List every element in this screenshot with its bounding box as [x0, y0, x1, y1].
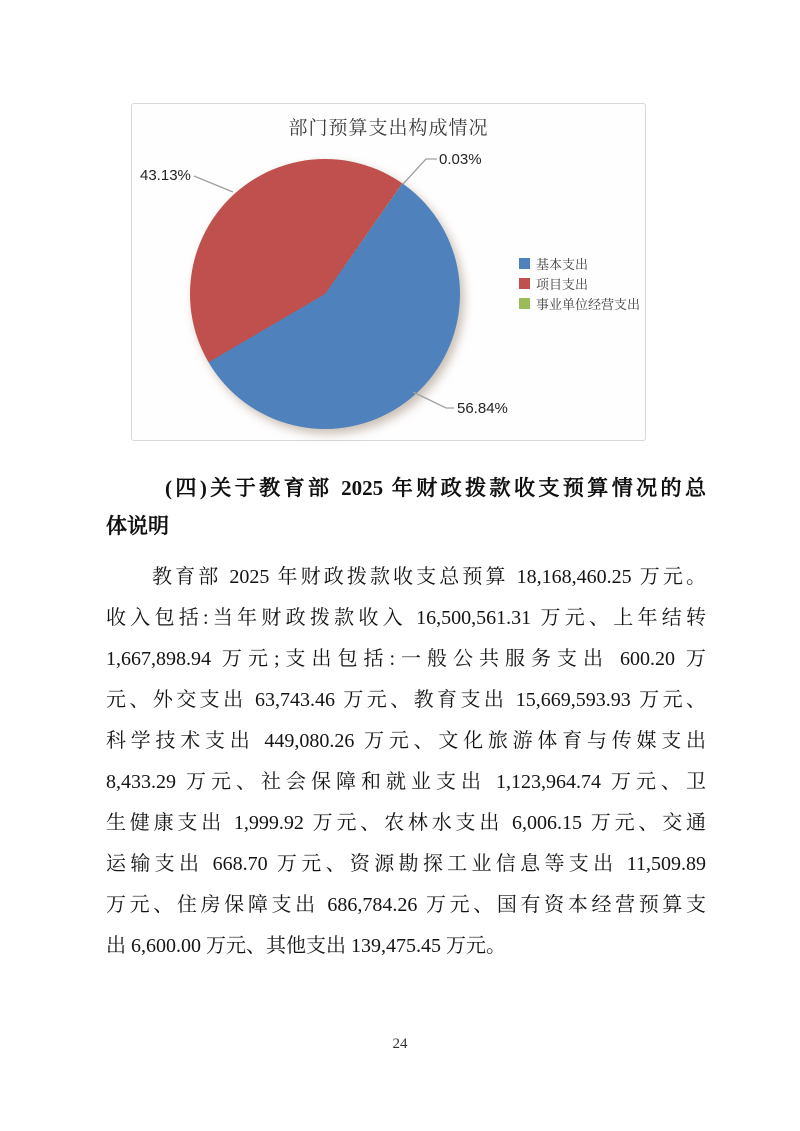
legend-label-basic: 基本支出 [536, 256, 589, 272]
pie-label-operating-pct: 0.03% [439, 151, 482, 168]
legend-item-operating [519, 293, 640, 313]
paragraph-line: 教育部 2025 年财政拨款收支总预算 18,168,460.25 万元。 [152, 566, 706, 588]
paragraph-line: 万元、住房保障支出 686,784.26 万元、国有资本经营预算支 [106, 894, 706, 916]
paragraph-line: 收入包括:当年财政拨款收入 16,500,561.31 万元、上年结转 [106, 607, 706, 629]
section-heading-line-2: 体说明 [106, 514, 169, 538]
legend-label-project: 项目支出 [536, 276, 589, 292]
pie-label-basic-pct: 56.84% [457, 400, 508, 417]
paragraph-line: 1,667,898.94 万元;支出包括:一般公共服务支出 600.20 万 [106, 648, 706, 670]
chart-title: 部门预算支出构成情况 [288, 118, 489, 139]
chart-legend [519, 253, 640, 313]
paragraph-line: 出 6,600.00 万元、其他支出 139,475.45 万元。 [106, 935, 506, 957]
section-heading-line-1: (四)关于教育部 2025 年财政拨款收支预算情况的总 [165, 476, 706, 500]
section-heading [106, 469, 706, 545]
paragraph-line: 生健康支出 1,999.92 万元、农林水支出 6,006.15 万元、交通 [106, 812, 706, 834]
budget-paragraph [106, 557, 706, 967]
paragraph-line: 科学技术支出 449,080.26 万元、文化旅游体育与传媒支出 [106, 730, 706, 752]
legend-item-project [519, 273, 640, 293]
legend-swatch-operating-icon [519, 298, 530, 309]
paragraph-line: 运输支出 668.70 万元、资源勘探工业信息等支出 11,509.89 [106, 853, 706, 875]
paragraph-line: 8,433.29 万元、社会保障和就业支出 1,123,964.74 万元、卫 [106, 771, 706, 793]
legend-swatch-basic-icon [519, 258, 530, 269]
page-number: 24 [392, 1036, 408, 1052]
legend-label-operating: 事业单位经营支出 [536, 296, 641, 312]
pie-chart-panel [131, 103, 646, 441]
legend-item-basic [519, 253, 640, 273]
pie-label-project-pct: 43.13% [140, 167, 191, 184]
legend-swatch-project-icon [519, 278, 530, 289]
paragraph-line: 元、外交支出 63,743.46 万元、教育支出 15,669,593.93 万元、 [106, 689, 706, 711]
